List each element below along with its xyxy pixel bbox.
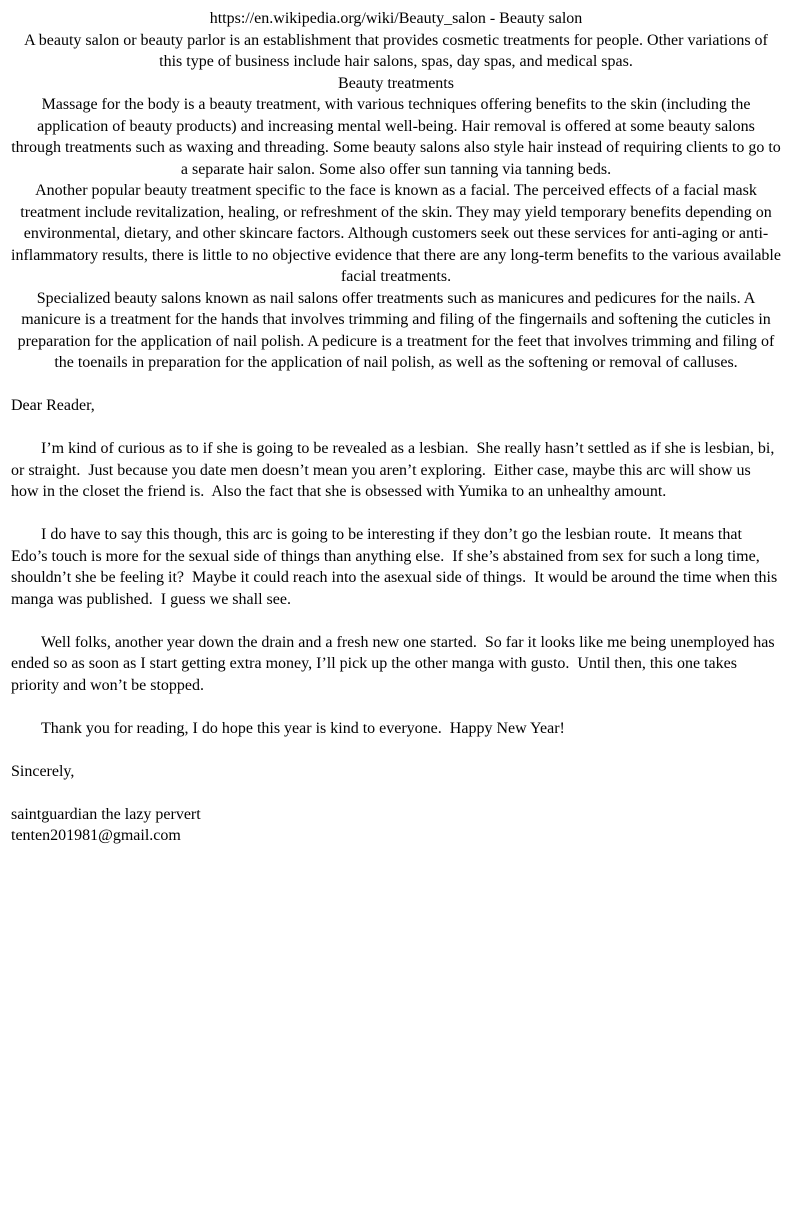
article-paragraph-massage: Massage for the body is a beauty treatment, with various techniques offering benefits to the skin (including the application of beauty products) and increasing mental well-being. Hair removal is offered at some beauty salons through treatments such as waxing and threading. Some beauty salons also style hair instead of requiring clients to go to a separate hair salon. Some also offer sun tanning via tanning beds. xyxy=(11,96,781,178)
letter-paragraph-1: I’m kind of curious as to if she is going to be revealed as a lesbian. She really hasn’t settled as if she is lesbian, bi, or straight. Just because you date men doesn’t mean you aren’t exploring. Either case, maybe this arc will show us how in the closet the friend is. Also the fact that she is obsessed with Yumika to an unhealthy amount. xyxy=(11,440,779,500)
salutation: Dear Reader, xyxy=(11,397,95,414)
signature-email: tenten201981@gmail.com xyxy=(11,827,181,844)
reader-letter xyxy=(0,395,792,847)
wikipedia-excerpt xyxy=(0,0,792,374)
source-url-line: https://en.wikipedia.org/wiki/Beauty_salon - Beauty salon xyxy=(209,10,583,27)
letter-paragraph-3: Well folks, another year down the drain and a fresh new one started. So far it looks like me being unemployed has ended so as soon as I start getting extra money, I’ll pick up the other manga with gusto. Until then, this one takes priority and won’t be stopped. xyxy=(11,633,779,694)
signature-name: saintguardian the lazy pervert xyxy=(11,805,201,823)
closing: Sincerely, xyxy=(11,762,75,780)
intro-paragraph: A beauty salon or beauty parlor is an establishment that provides cosmetic treatments for people. Other variations of this type of business include hair salons, spas, day spas, and medical spas. xyxy=(24,31,768,70)
article-paragraph-facial: Another popular beauty treatment specific to the face is known as a facial. The perceived effects of a facial mask treatment include revitalization, healing, or refreshment of the skin. They may yield temporary benefits depending on environmental, dietary, and other skincare factors. Although customers seek out these services for anti-aging or anti-inflammatory results, there is little to no objective evidence that there are any long-term benefits to the various available facial treatments. xyxy=(11,182,781,285)
signature-block xyxy=(11,804,781,847)
article-paragraph-nails: Specialized beauty salons known as nail salons offer treatments such as manicures and pedicures for the nails. A manicure is a treatment for the hands that involves trimming and filing of the fingernails and softening the cuticles in preparation for the application of nail polish. A pedicure is a treatment for the feet that involves trimming and filing of the toenails in preparation for the application of nail polish, as well as the softening or removal of calluses. xyxy=(17,289,775,371)
letter-paragraph-4: Thank you for reading, I do hope this year is kind to everyone. Happy New Year! xyxy=(41,719,565,737)
section-heading: Beauty treatments xyxy=(338,74,454,92)
letter-paragraph-2: I do have to say this though, this arc is going to be interesting if they don’t go the lesbian route. It means that Edo’s touch is more for the sexual side of things than anything else. If she’s abstained from sex for such a long time, shouldn’t she be feeling it? Maybe it could reach into the asexual side of things. It would be around the time when this manga was published. I guess we shall see. xyxy=(11,526,782,608)
